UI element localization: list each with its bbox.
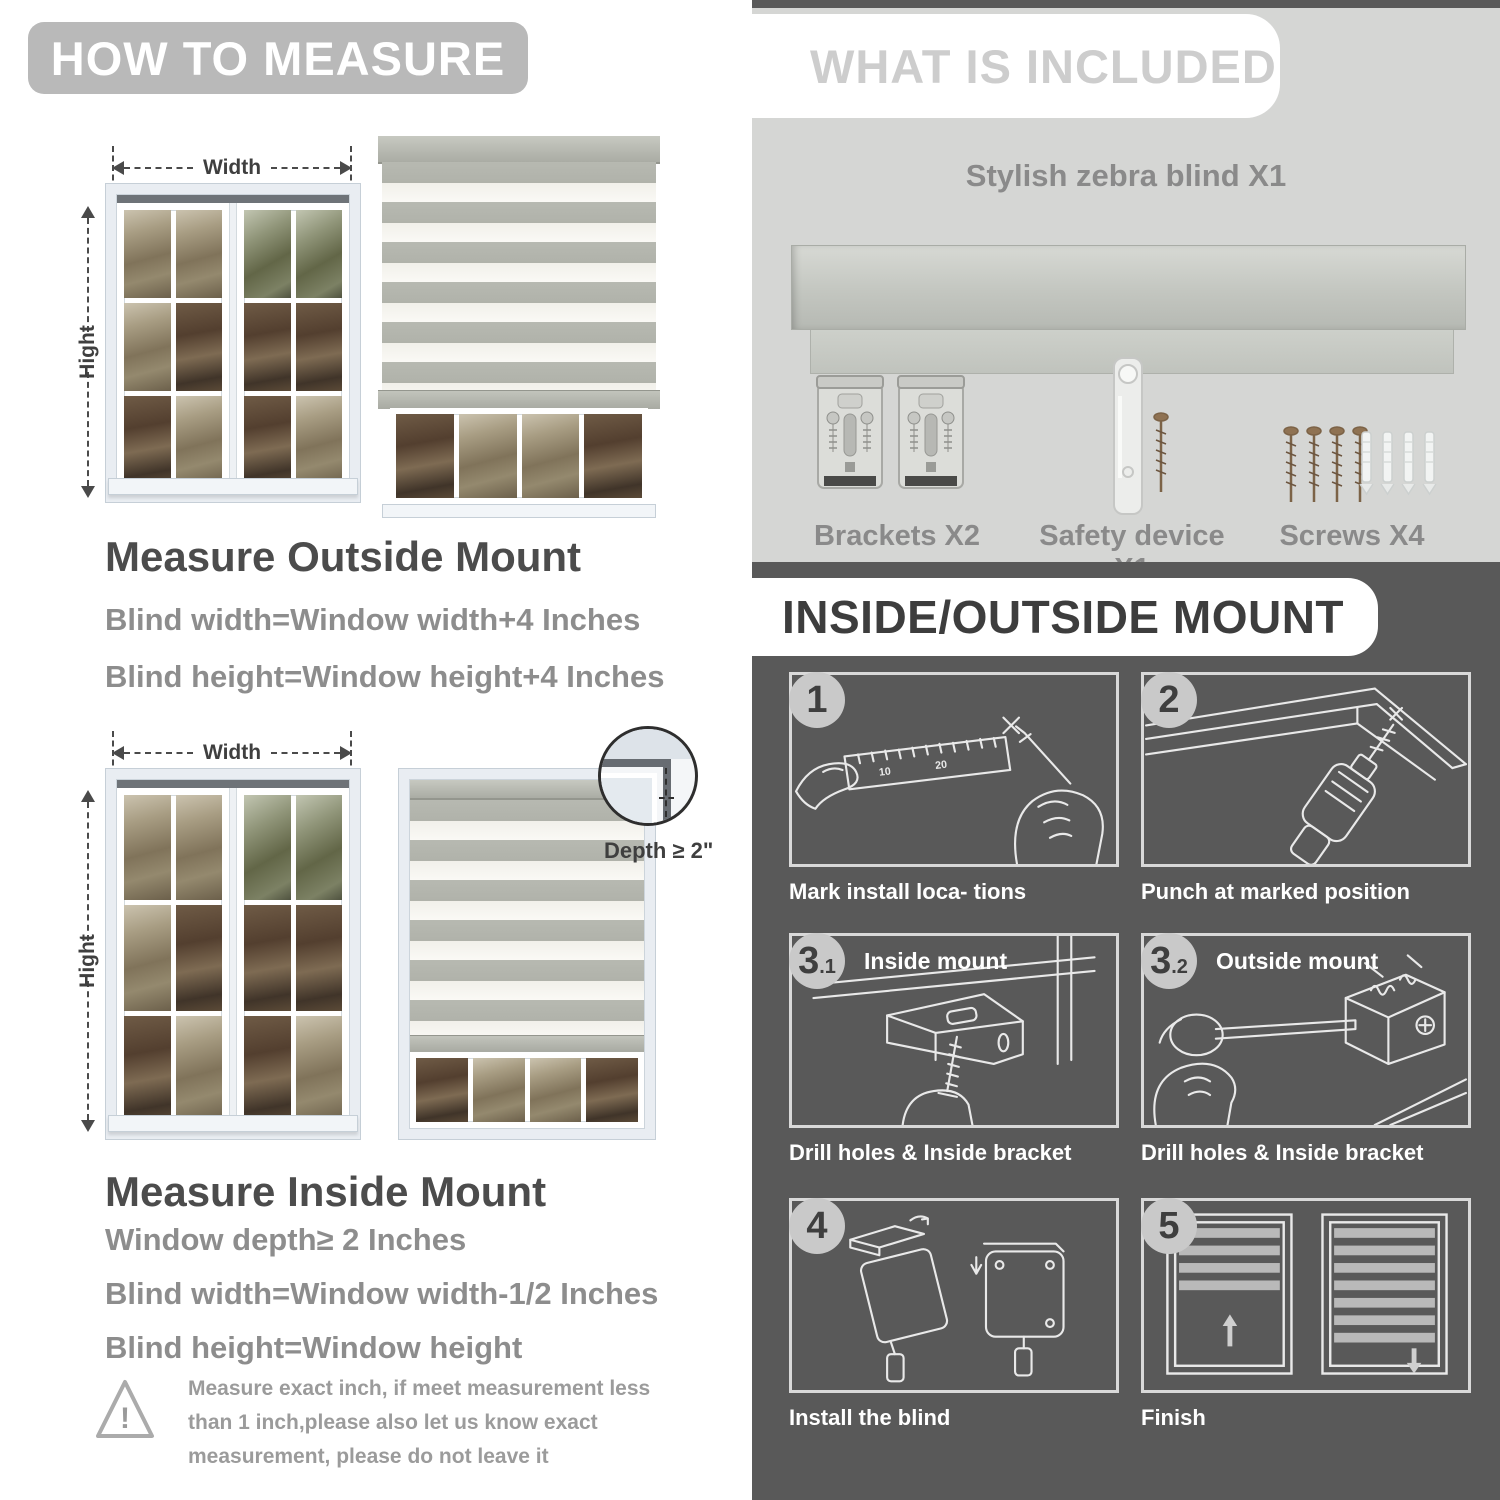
window-track: [117, 780, 349, 788]
wall-area: [598, 726, 698, 759]
step-2: [1141, 672, 1471, 905]
height-label: Hight: [76, 934, 99, 988]
window-sash: [237, 788, 349, 1128]
window-sash: [237, 203, 349, 491]
how-to-measure-title: HOW TO MEASURE: [50, 31, 506, 85]
safety-device-label: Safety device: [1039, 520, 1225, 552]
window-pane: [176, 303, 223, 391]
window-pane: [296, 396, 343, 484]
step-2-panel: [1141, 672, 1471, 867]
step-5-panel: [1141, 1198, 1471, 1393]
blind-headrail: [378, 136, 660, 164]
how-to-measure-header: [28, 22, 528, 94]
what-is-included-header: WHAT IS INCLUDED: [752, 14, 1280, 118]
width-label: Width: [202, 156, 262, 179]
step-4-panel: [789, 1198, 1119, 1393]
height-arrow-outside: [78, 206, 98, 498]
window-pane: [244, 1016, 291, 1121]
step-1: [789, 672, 1119, 905]
inside-mount-heading: Measure Inside Mount: [105, 1168, 547, 1215]
step-2-caption: Punch at marked position: [1141, 879, 1410, 904]
screws-icon: [1280, 426, 1370, 506]
window-below-blind: [390, 408, 648, 504]
step-1-panel: [789, 672, 1119, 867]
step-3-2-caption: Drill holes & Inside bracket: [1141, 1140, 1424, 1165]
window-pane: [522, 414, 580, 498]
window-pane: [124, 396, 171, 484]
outside-rule-width: Blind width=Window width+4 Inches: [105, 602, 641, 637]
window-mullion: [229, 203, 237, 491]
arrow-up-icon: [81, 790, 95, 802]
window-sill: [382, 504, 656, 518]
top-dark-strip: [752, 0, 1500, 8]
step-3-2: [1141, 933, 1471, 1166]
window-pane: [124, 905, 171, 1010]
window-pane: [176, 210, 223, 298]
warning-text: Measure exact inch, if meet measurement less than 1 inch,please also let us know exact measurement, please do not leave it: [188, 1377, 651, 1468]
window-sill: [108, 1115, 358, 1132]
window-pane: [176, 396, 223, 484]
window-inside-blind-illustration: [398, 768, 656, 1140]
window-below-blind: [410, 1052, 644, 1128]
brackets-label: Brackets X2: [813, 520, 981, 552]
window-pane: [296, 795, 343, 900]
wall-anchors-icon: [1358, 430, 1442, 500]
step-number-badge: 3 .2: [1141, 933, 1197, 989]
window-pane: [473, 1058, 525, 1122]
blind-title: Stylish zebra blind X1: [965, 158, 1287, 193]
step-5-caption: Finish: [1141, 1405, 1206, 1430]
step-3-1: [789, 933, 1119, 1166]
step-number-badge: 4: [789, 1198, 845, 1254]
warning-triangle-icon: [94, 1376, 156, 1444]
blind-stripes: [410, 800, 644, 1035]
window-illustration-inside: [105, 768, 361, 1140]
window-pane: [124, 795, 171, 900]
window-pane: [584, 414, 642, 498]
svg-text:20: 20: [934, 758, 948, 772]
window-pane: [244, 396, 291, 484]
window-pane: [244, 210, 291, 298]
depth-zoom-circle: [598, 726, 698, 826]
step-4: [789, 1198, 1119, 1431]
height-label: Hight: [76, 325, 99, 379]
window-pane: [296, 1016, 343, 1121]
window-pane: [176, 905, 223, 1010]
inside-rule-width: Blind width=Window width-1/2 Inches: [105, 1276, 659, 1311]
step-number-badge: 3 .1: [789, 933, 845, 989]
arrow-up-icon: [81, 206, 95, 218]
step-3-1-title: Inside mount: [864, 948, 1008, 974]
step-1-caption: Mark install loca- tions: [789, 879, 1027, 904]
outside-mount-heading: Measure Outside Mount: [105, 533, 582, 580]
window-pane: [296, 210, 343, 298]
step-3-2-title: Outside mount: [1216, 948, 1379, 974]
frame-corner-inner: [598, 773, 657, 826]
window-pane: [244, 905, 291, 1010]
window-mullion: [229, 788, 237, 1128]
zebra-blind-outside-illustration: [378, 136, 660, 520]
window-sash: [117, 203, 229, 491]
window-pane: [176, 1016, 223, 1121]
blind-bottom-rail: [410, 1035, 644, 1052]
step-3-1-panel: [789, 933, 1119, 1128]
window-pane: [296, 303, 343, 391]
width-arrow-outside: [112, 158, 352, 178]
window-sash: [117, 788, 229, 1128]
what-is-included-panel: [752, 8, 1500, 562]
depth-dash-tick: [659, 797, 674, 799]
blind-headrail-product: [791, 245, 1466, 330]
step-3-2-panel: [1141, 933, 1471, 1128]
blind-bottom-rail: [378, 390, 660, 409]
window-pane: [124, 1016, 171, 1121]
window-pane: [296, 905, 343, 1010]
step-4-caption: Install the blind: [789, 1405, 951, 1430]
window-pane: [586, 1058, 638, 1122]
step-5: [1141, 1198, 1471, 1431]
screw-icon: [1152, 412, 1170, 496]
step-number-badge: 2: [1141, 672, 1197, 728]
outside-rule-height: Blind height=Window height+4 Inches: [105, 659, 665, 694]
arrow-down-icon: [81, 1120, 95, 1132]
step-3-1-caption: Drill holes & Inside bracket: [789, 1140, 1072, 1165]
window-pane: [124, 210, 171, 298]
bracket-icon: [816, 374, 884, 498]
warning-exclamation: !: [120, 1402, 130, 1435]
height-arrow-inside: [78, 790, 98, 1132]
bracket-icon: [897, 374, 965, 498]
width-label: Width: [202, 741, 262, 764]
arrow-down-icon: [81, 486, 95, 498]
window-illustration-outside: [105, 183, 361, 503]
depth-dash-line: [665, 768, 667, 817]
safety-device-icon: [1108, 356, 1148, 518]
inside-rule-depth: Window depth≥ 2 Inches: [105, 1222, 467, 1257]
svg-text:10: 10: [878, 765, 892, 779]
step-number-badge: 5: [1141, 1198, 1197, 1254]
step-number-badge: 1: [789, 672, 845, 728]
screws-label: Screws X4: [1279, 520, 1425, 552]
window-pane: [416, 1058, 468, 1122]
width-arrow-inside: [112, 743, 352, 763]
depth-label: Depth ≥ 2": [604, 838, 714, 863]
window-pane: [124, 303, 171, 391]
window-pane: [176, 795, 223, 900]
window-pane: [244, 795, 291, 900]
window-pane: [530, 1058, 582, 1122]
window-track: [117, 195, 349, 203]
inside-rule-height: Blind height=Window height: [105, 1330, 523, 1365]
mount-section: [752, 562, 1500, 1500]
inside-outside-mount-header: INSIDE/OUTSIDE MOUNT: [752, 578, 1378, 656]
window-pane: [459, 414, 517, 498]
blind-stripes: [382, 162, 656, 390]
window-pane: [244, 303, 291, 391]
window-sill: [108, 478, 358, 495]
window-pane: [396, 414, 454, 498]
